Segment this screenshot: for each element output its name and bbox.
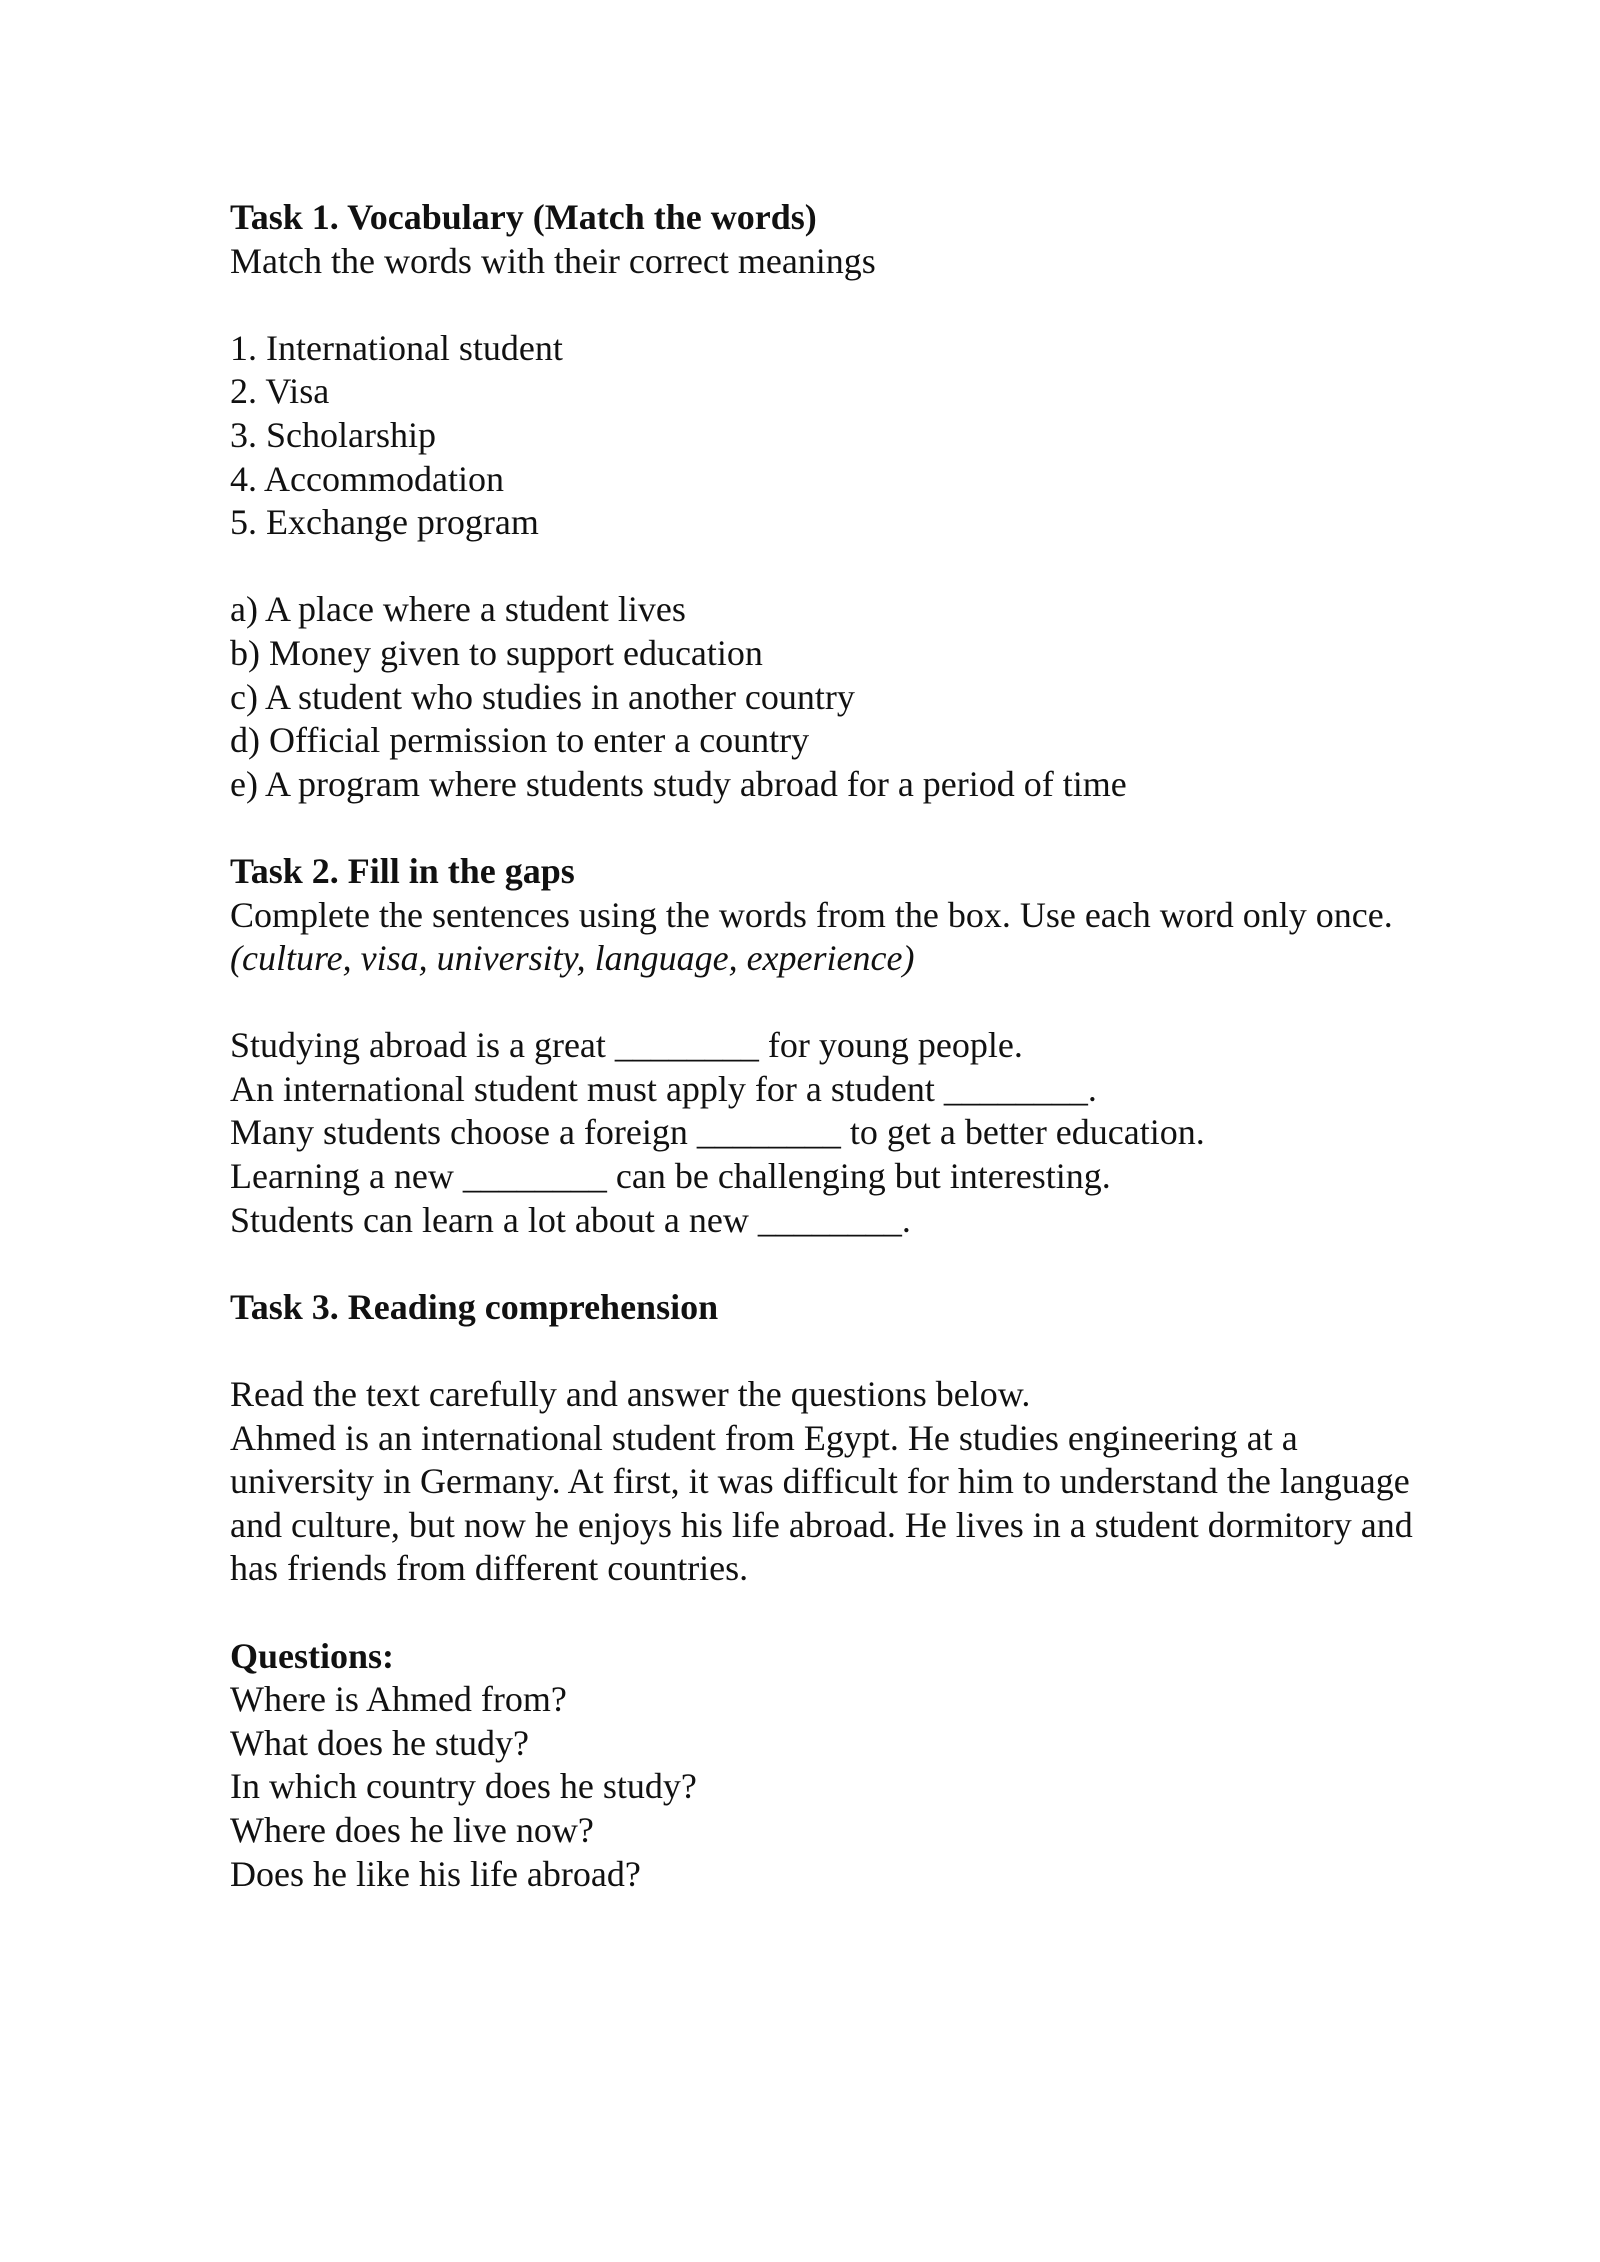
word-item: 3. Scholarship: [230, 414, 436, 455]
task3-section: [230, 1286, 1530, 1896]
task3-instruction: Read the text carefully and answer the questions below.: [230, 1374, 1031, 1415]
task2-heading: Task 2. Fill in the gaps: [230, 850, 575, 891]
passage-line: university in Germany. At first, it was difficult for him to understand the language: [230, 1461, 1410, 1502]
question-item: Does he like his life abroad?: [230, 1853, 641, 1894]
gap-sentence: Learning a new ________ can be challenging but interesting.: [230, 1156, 1111, 1197]
questions-heading: Questions:: [230, 1635, 395, 1676]
gap-sentence: Many students choose a foreign ________ to get a better education.: [230, 1112, 1205, 1153]
word-item: 2. Visa: [230, 371, 330, 412]
meaning-item: a) A place where a student lives: [230, 589, 686, 630]
meaning-item: b) Money given to support education: [230, 632, 763, 673]
spacer: [230, 1591, 1530, 1635]
spacer: [230, 981, 1530, 1025]
task2-word-box: (culture, visa, university, language, experience): [230, 938, 915, 979]
word-item: 1. International student: [230, 327, 563, 368]
task3-passage: [230, 1417, 1530, 1591]
task1-word-list: [230, 327, 1530, 545]
word-item: 4. Accommodation: [230, 458, 504, 499]
spacer: [230, 1329, 1530, 1373]
task2-sentence-list: [230, 1024, 1530, 1242]
task3-heading: Task 3. Reading comprehension: [230, 1286, 719, 1327]
task1-meaning-list: [230, 588, 1530, 806]
word-item: 5. Exchange program: [230, 502, 539, 543]
passage-line: and culture, but now he enjoys his life abroad. He lives in a student dormitory and: [230, 1504, 1413, 1545]
gap-sentence: An international student must apply for a student ________.: [230, 1068, 1097, 1109]
passage-line: Ahmed is an international student from Egypt. He studies engineering at a: [230, 1417, 1298, 1458]
spacer: [230, 283, 1530, 327]
question-item: In which country does he study?: [230, 1766, 697, 1807]
worksheet-content: [230, 196, 1530, 1896]
task1-section: [230, 196, 1530, 806]
gap-sentence: Students can learn a lot about a new ________.: [230, 1199, 911, 1240]
meaning-item: e) A program where students study abroad for a period of time: [230, 763, 1127, 804]
question-item: What does he study?: [230, 1722, 529, 1763]
task3-question-list: [230, 1678, 1530, 1896]
task2-section: [230, 850, 1530, 1242]
spacer: [230, 806, 1530, 850]
meaning-item: c) A student who studies in another country: [230, 676, 855, 717]
meaning-item: d) Official permission to enter a country: [230, 720, 810, 761]
question-item: Where is Ahmed from?: [230, 1679, 567, 1720]
question-item: Where does he live now?: [230, 1809, 594, 1850]
spacer: [230, 1242, 1530, 1286]
task2-instruction: Complete the sentences using the words from the box. Use each word only once.: [230, 894, 1393, 935]
task1-heading: Task 1. Vocabulary (Match the words): [230, 197, 817, 237]
gap-sentence: Studying abroad is a great ________ for young people.: [230, 1025, 1023, 1066]
passage-line: has friends from different countries.: [230, 1548, 749, 1589]
spacer: [230, 545, 1530, 589]
task1-instruction: Match the words with their correct meanings: [230, 240, 876, 281]
